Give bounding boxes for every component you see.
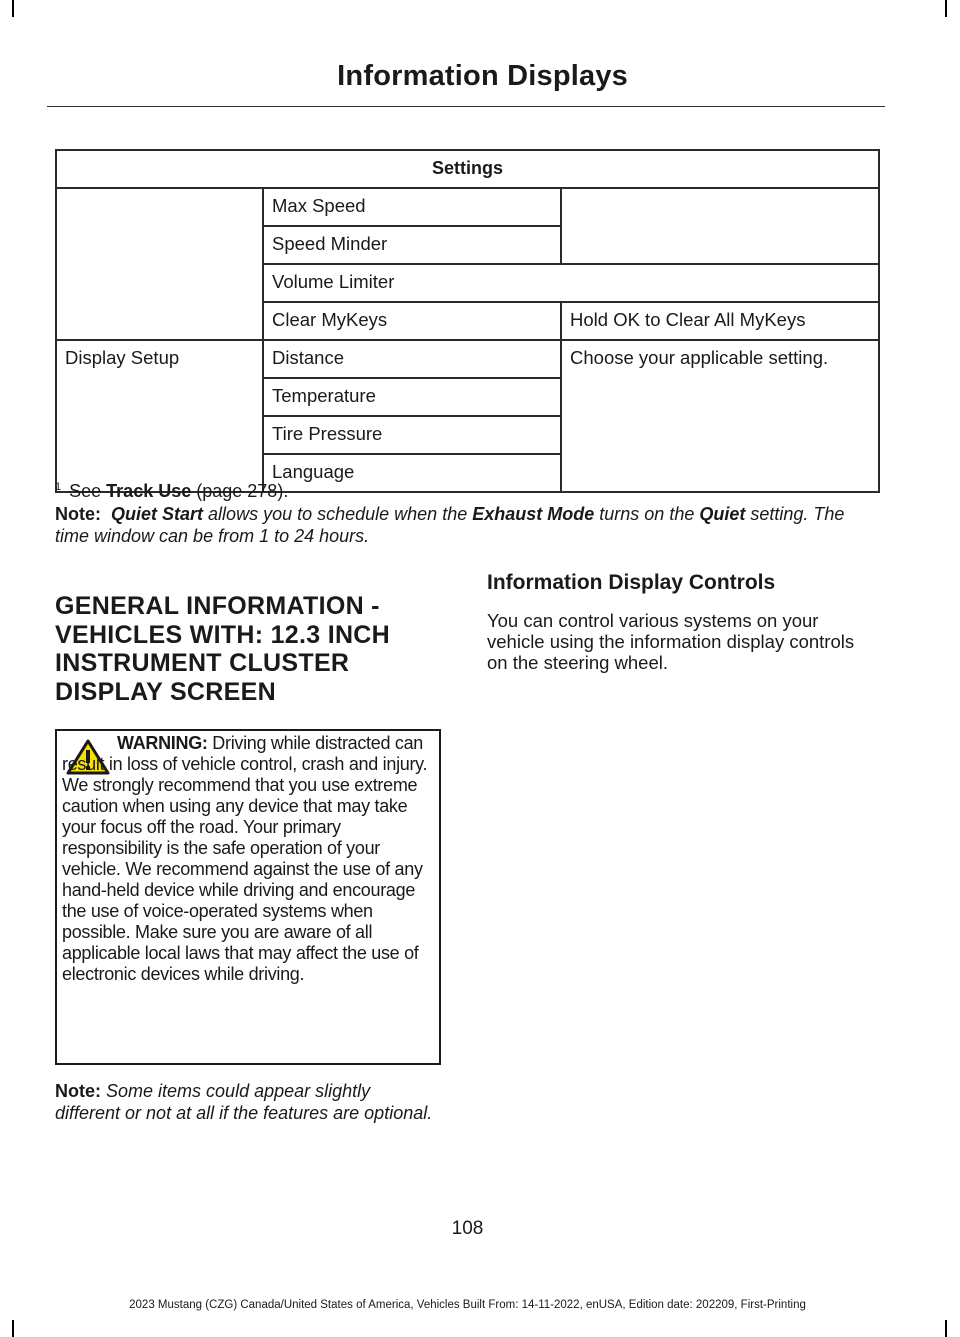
table-cell: Speed Minder bbox=[263, 226, 561, 264]
crop-mark bbox=[12, 1320, 14, 1337]
table-row bbox=[56, 188, 879, 226]
controls-body: You can control various systems on your vehicle using the information display controls on the steering wheel. bbox=[487, 610, 855, 673]
table-cell: Volume Limiter bbox=[263, 264, 879, 302]
note-setting: Quiet bbox=[699, 504, 746, 524]
note-mode: Exhaust Mode bbox=[472, 504, 595, 524]
footnote-page-ref: (page 278). bbox=[196, 481, 289, 501]
table-footnote bbox=[55, 481, 288, 502]
note-text: turns on the bbox=[599, 504, 695, 524]
page-number: 108 bbox=[451, 1218, 484, 1239]
table-cell bbox=[56, 188, 263, 340]
header-divider bbox=[47, 106, 885, 107]
table-cell: Temperature bbox=[263, 378, 561, 416]
optional-features-note bbox=[55, 1080, 440, 1124]
table-cell: Language bbox=[263, 454, 561, 492]
note-text: Some items could appear slightly different or not at all if the features are optional. bbox=[55, 1081, 433, 1123]
warning-label: WARNING: bbox=[117, 733, 208, 753]
table-cell: Distance bbox=[263, 340, 561, 378]
table-cell: Choose your applicable setting. bbox=[561, 340, 879, 492]
warning-box bbox=[55, 729, 441, 1065]
table-cell: Max Speed bbox=[263, 188, 561, 226]
warning-body: Driving while distracted can result in loss of vehicle control, crash and injury. We strongly recommend that you use extreme caution when using any device that may take your focus off the road. Your primary responsibility is the safe operation of your vehicle. We recommend against the use of any hand-held device while driving and encourage the use of voice-operated systems when possible. Make sure you are aware of all applicable local laws that may affect the use of electronic devices while driving. bbox=[62, 733, 428, 984]
crop-mark bbox=[945, 0, 947, 17]
track-use-link[interactable]: Track Use bbox=[106, 481, 192, 501]
note-label: Note: bbox=[55, 504, 101, 524]
warning-text bbox=[62, 733, 438, 985]
page-title: Information Displays bbox=[337, 60, 628, 92]
note-feature: Quiet Start bbox=[111, 504, 204, 524]
controls-heading: Information Display Controls bbox=[487, 571, 776, 594]
crop-mark bbox=[945, 1320, 947, 1337]
table-cell: Tire Pressure bbox=[263, 416, 561, 454]
table-header-row bbox=[56, 150, 879, 188]
note-text: allows you to schedule when the bbox=[208, 504, 468, 524]
settings-table bbox=[55, 149, 880, 493]
note-label: Note: bbox=[55, 1081, 101, 1101]
table-row bbox=[56, 340, 879, 378]
table-cell bbox=[561, 188, 879, 264]
note-text: setting. The time window can be from 1 to 24 hours. bbox=[55, 504, 845, 546]
table-cell: Hold OK to Clear All MyKeys bbox=[561, 302, 879, 340]
edition-footer: 2023 Mustang (CZG) Canada/United States of America, Vehicles Built From: 14-11-2022, enUSA, Edition date: 202209, First-Printing bbox=[129, 1299, 806, 1311]
table-caption: Settings bbox=[56, 150, 879, 188]
footnote-prefix: See bbox=[69, 481, 102, 501]
section-heading: GENERAL INFORMATION - VEHICLES WITH: 12.3 INCH INSTRUMENT CLUSTER DISPLAY SCREEN bbox=[55, 592, 391, 706]
crop-mark bbox=[12, 0, 14, 17]
table-cell: Display Setup bbox=[56, 340, 263, 492]
quiet-start-note bbox=[55, 503, 875, 547]
footnote-marker: 1 bbox=[55, 481, 62, 493]
table-cell: Clear MyKeys bbox=[263, 302, 561, 340]
